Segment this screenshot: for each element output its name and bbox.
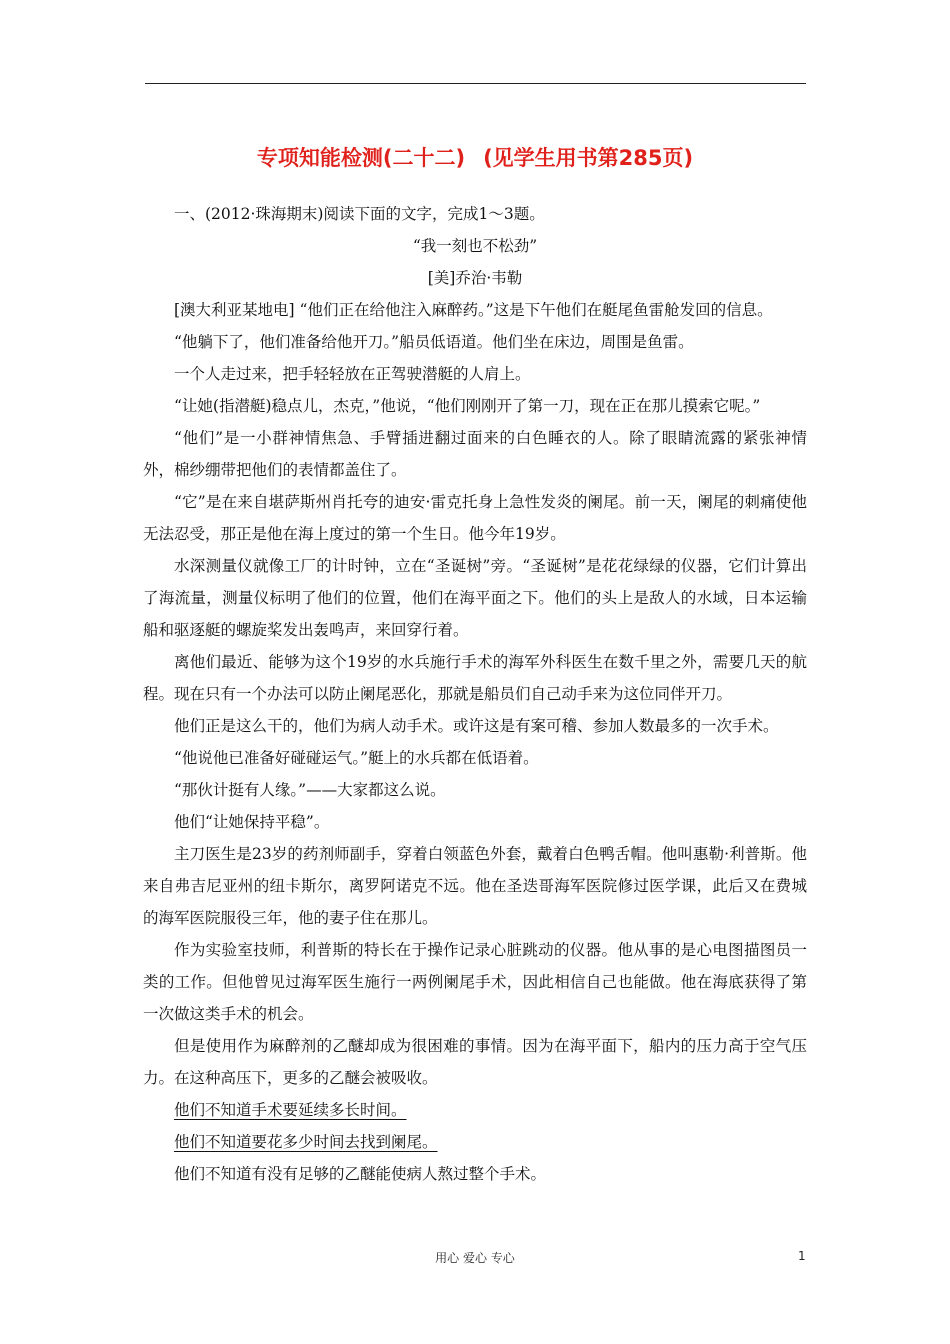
paragraph: “他说他已准备好碰碰运气。”艇上的水兵都在低语着。 <box>174 749 539 767</box>
paragraph: “它”是在来自堪萨斯州肖托夸的迪安·雷克托身上急性发炎的阑尾。前一天，阑尾的刺痛使他无法忍受，那正是他在海上度过的第一个生日。他今年19岁。 <box>143 493 807 543</box>
paragraph: 水深测量仪就像工厂的计时钟，立在“圣诞树”旁。“圣诞树”是花花绿绿的仪器，它们计算出了海流量，测量仪标明了他们的位置，他们在海平面之下。他们的头上是敌人的水域，日本运输船和驱逐艇的螺旋桨发出轰鸣声，来回穿行着。 <box>143 557 807 639</box>
paragraph: 作为实验室技师，利普斯的特长在于操作记录心脏跳动的仪器。他从事的是心电图描图员一类的工作。但他曾见过海军医生施行一两例阑尾手术，因此相信自己也能做。他在海底获得了第一次做这类手术的机会。 <box>143 941 807 1023</box>
paragraph: 他们“让她保持平稳”。 <box>174 813 330 831</box>
page-number: 1 <box>798 1249 806 1263</box>
article-title: “我一刻也不松劲” <box>412 237 538 255</box>
page-title <box>0 143 950 173</box>
paragraph: “那伙计挺有人缘。”——大家都这么说。 <box>174 781 446 799</box>
paragraph: 但是使用作为麻醉剂的乙醚却成为很困难的事情。因为在海平面下，船内的压力高于空气压力。在这种高压下，更多的乙醚会被吸收。 <box>143 1037 807 1087</box>
underlined-sentence: 他们不知道手术要延续多长时间。 <box>174 1101 407 1119</box>
question-intro: 一、(2012·珠海期末)阅读下面的文字，完成1～3题。 <box>174 205 545 223</box>
paragraph: “他躺下了，他们准备给他开刀。”船员低语道。他们坐在床边，周围是鱼雷。 <box>174 333 694 351</box>
underlined-paragraph <box>143 1094 807 1126</box>
paragraph: “让她(指潜艇)稳点儿，杰克，”他说，“他们刚刚开了第一刀，现在正在那儿摸索它呢。” <box>174 397 761 415</box>
paragraph: 离他们最近、能够为这个19岁的水兵施行手术的海军外科医生在数千里之外，需要几天的航程。现在只有一个办法可以防止阑尾恶化，那就是船员们自己动手来为这位同伴开刀。 <box>143 653 807 703</box>
paragraph: “他们”是一小群神情焦急、手臂插进翻过面来的白色睡衣的人。除了眼睛流露的紧张神情外，棉纱绷带把他们的表情都盖住了。 <box>143 429 807 479</box>
paragraph: 主刀医生是23岁的药剂师副手，穿着白领蓝色外套，戴着白色鸭舌帽。他叫惠勒·利普斯。他来自弗吉尼亚州的纽卡斯尔，离罗阿诺克不远。他在圣迭哥海军医院修过医学课，此后又在费城的海军医院服役三年，他的妻子住在那儿。 <box>143 845 807 927</box>
underlined-paragraph <box>143 1126 807 1158</box>
paragraph: [澳大利亚某地电] “他们正在给他注入麻醉药。”这是下午他们在艇尾鱼雷舱发回的信息。 <box>174 301 773 319</box>
article-author: [美]乔治·韦勒 <box>427 269 523 287</box>
title-main: 专项知能检测(二十二) <box>256 146 466 170</box>
paragraph: 他们正是这么干的，他们为病人动手术。或许这是有案可稽、参加人数最多的一次手术。 <box>174 717 779 735</box>
title-book-reference: (见学生用书第285页) <box>483 146 694 170</box>
paragraph: 一个人走过来，把手轻轻放在正驾驶潜艇的人肩上。 <box>174 365 531 383</box>
header-rule <box>145 83 806 84</box>
footer-motto: 用心 爱心 专心 <box>435 1251 515 1265</box>
document-body <box>143 198 807 1190</box>
paragraph: 他们不知道有没有足够的乙醚能使病人熬过整个手术。 <box>174 1165 547 1183</box>
underlined-sentence: 他们不知道要花多少时间去找到阑尾。 <box>174 1133 438 1151</box>
